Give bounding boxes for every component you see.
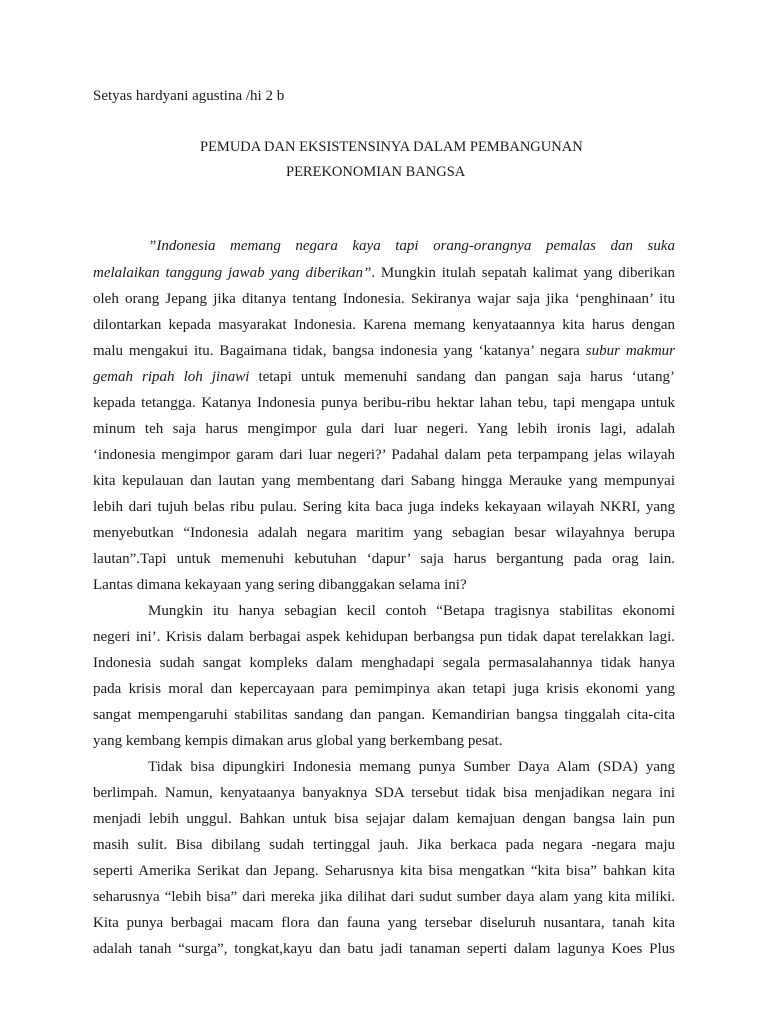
body-line: adalah tanah “surga”, tongkat,kayu dan batu jadi tanaman seperti dalam lagunya Koes Plus — [93, 941, 675, 957]
title-line-2: PEREKONOMIAN BANGSA — [286, 164, 466, 180]
body-line: yang kembang kempis dimakan arus global yang berkembang pesat. — [93, 733, 503, 749]
body-line: seharusnya “lebih bisa” dari mereka jika dilihat dari sudut sumber daya alam yang kita miliki. — [93, 889, 675, 905]
body-line: seperti Amerika Serikat dan Jepang. Seharusnya kita bisa mengatkan “kita bisa” bahkan kita — [93, 863, 675, 879]
body-line: Lantas dimana kekayaan yang sering dibanggakan selama ini? — [93, 577, 467, 593]
body-line: menjadi lebih unggul. Bahkan untuk bisa sejajar dalam kemajuan dengan bangsa lain pun — [93, 811, 675, 827]
body-line: ”Indonesia memang negara kaya tapi orang-orangnya pemalas dan suka — [148, 238, 675, 254]
body-line: kita kepulauan dan lautan yang membentang dari Sabang hingga Merauke yang mempunyai — [93, 473, 675, 489]
body-line: pada krisis moral dan kepercayaan para pemimpinya akan tetapi juga krisis ekonomi yang — [93, 681, 675, 697]
body-line: berlimpah. Namun, kenyataanya banyaknya SDA tersebut tidak bisa menjadikan negara ini — [93, 785, 675, 801]
body-line: lautan”.Tapi untuk memenuhi kebutuhan ‘dapur’ saja harus bergantung pada orag lain. — [93, 551, 675, 567]
body-line: oleh orang Jepang jika ditanya tentang Indonesia. Sekiranya wajar saja jika ‘penghinaan’ itu — [93, 291, 675, 307]
body-line: kepada tetangga. Katanya Indonesia punya beribu-ribu hektar lahan tebu, tapi mengapa untuk — [93, 395, 675, 411]
body-line: gemah ripah loh jinawi tetapi untuk memenuhi sandang dan pangan saja harus ‘utang’ — [93, 369, 676, 385]
body-line: negeri ini’. Krisis dalam berbagai aspek kehidupan berbangsa pun tidak dapat terelakkan lagi. — [93, 629, 675, 645]
body-line: Mungkin itu hanya sebagian kecil contoh “Betapa tragisnya stabilitas ekonomi — [148, 603, 675, 619]
body-line: minum teh saja harus mengimpor gula dari luar negeri. Yang lebih ironis lagi, adalah — [93, 421, 675, 437]
body-line: ‘indonesia mengimpor garam dari luar negeri?’ Padahal dalam peta terpampang jelas wilayah — [93, 447, 675, 463]
body-line: sangat mempengaruhi stabilitas sandang dan pangan. Kemandirian bangsa tinggalah cita-cita — [93, 707, 675, 723]
author-line: Setyas hardyani agustina /hi 2 b — [93, 88, 285, 104]
title-line-1: PEMUDA DAN EKSISTENSINYA DALAM PEMBANGUNAN — [200, 139, 583, 155]
body-line: Tidak bisa dipungkiri Indonesia memang punya Sumber Daya Alam (SDA) yang — [148, 759, 675, 775]
body-line: Indonesia sudah sangat kompleks dalam menghadapi segala permasalahannya tidak hanya — [93, 655, 675, 671]
body-line: dilontarkan kepada masyarakat Indonesia. Karena memang kenyataannya kita harus dengan — [93, 317, 675, 333]
body-line: lebih dari tujuh belas ribu pulau. Sering kita baca juga indeks kekayaan wilayah NKRI, yang — [93, 499, 675, 515]
body-line: menyebutkan “Indonesia adalah negara maritim yang sebagian besar wilayahnya berupa — [93, 525, 675, 541]
body-line: melalaikan tanggung jawab yang diberikan”. Mungkin itulah sepatah kalimat yang diberikan — [93, 265, 675, 281]
body-line: malu mengakui itu. Bagaimana tidak, bangsa indonesia yang ‘katanya’ negara subur makmur — [93, 343, 675, 359]
body-line: Kita punya berbagai macam flora dan fauna yang tersebar diseluruh nusantara, tanah kita — [93, 915, 675, 931]
body-line: masih sulit. Bisa dibilang sudah tertinggal jauh. Jika berkaca pada negara -negara maju — [93, 837, 675, 853]
